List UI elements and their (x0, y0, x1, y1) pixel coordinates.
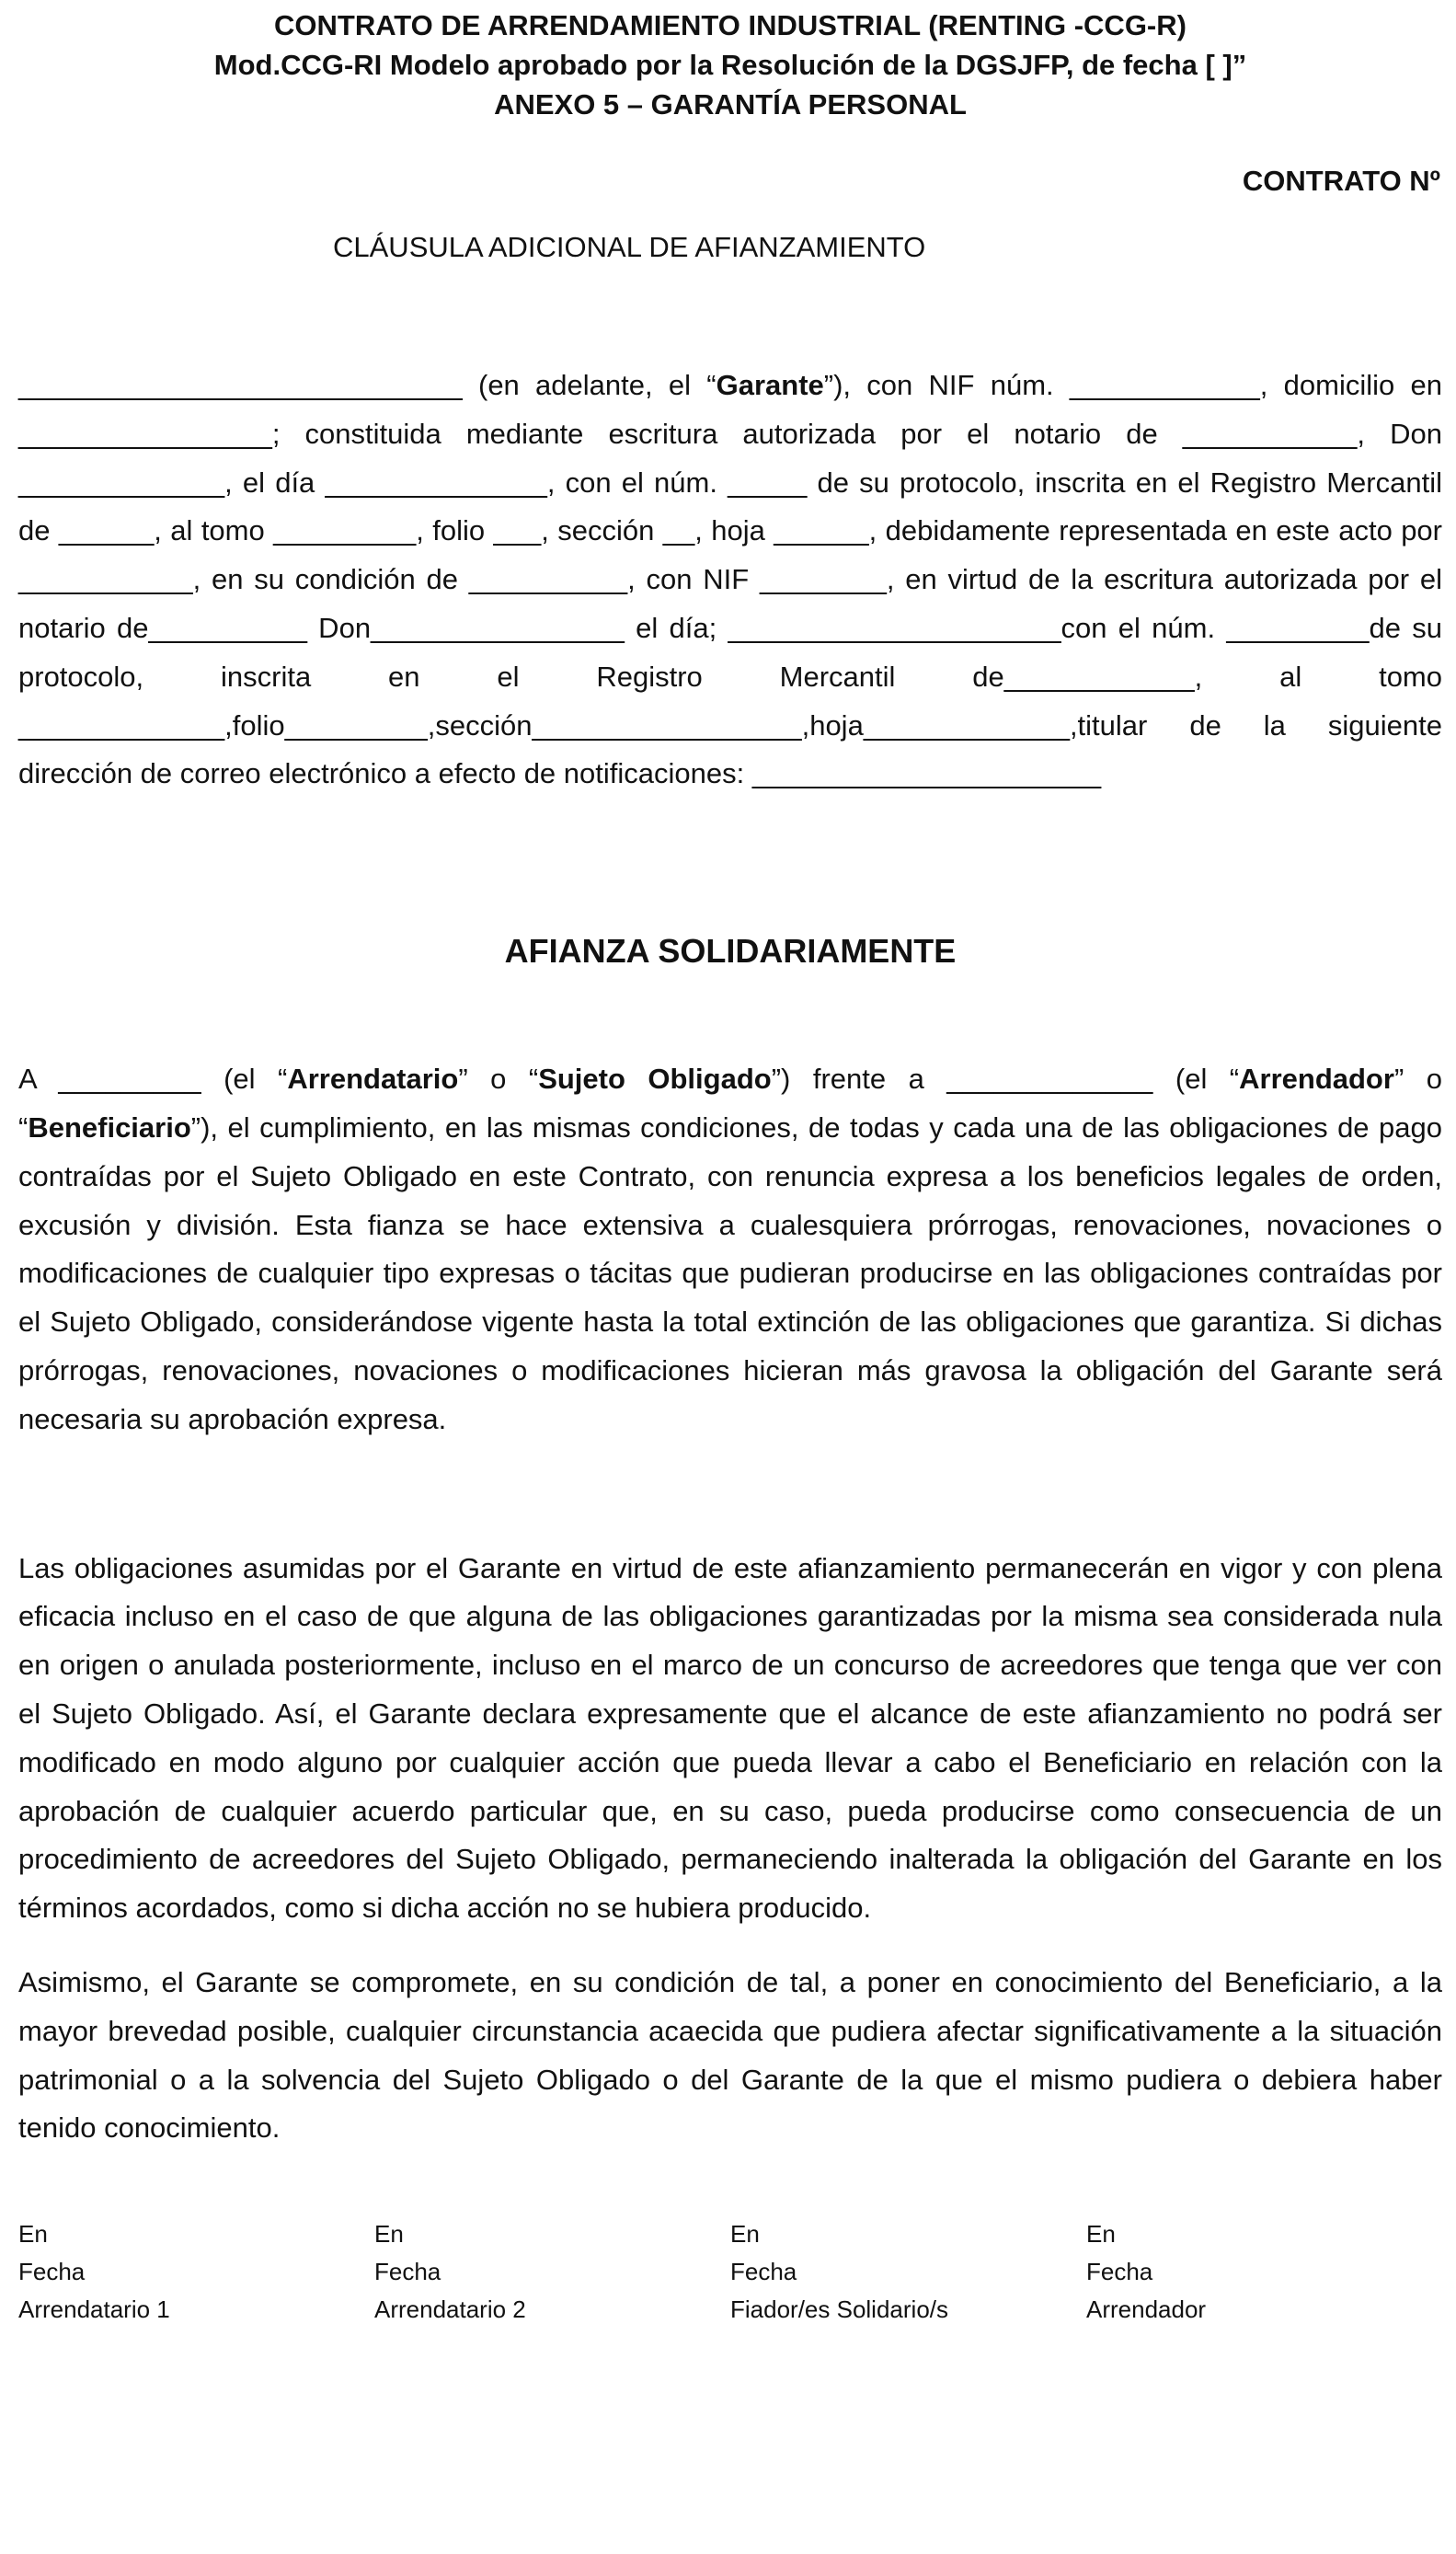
signature-column-arrendatario-2 (374, 2215, 730, 2329)
p1-text: ”), el cumplimiento, en las mismas condiciones, de todas y cada una de las obligaciones de pago contraídas por el Sujeto Obligado en este Contrato, con renuncia expresa a los beneficios legales de orden, excusión y división. Esta fianza se hace extensiva a cualesquiera prórrogas, renovaciones, novaciones o modificaciones de cualquier tipo expresas o tácitas que pudieran producirse en las obligaciones contraídas por el Sujeto Obligado, considerándose vigente hasta la total extinción de las obligaciones que garantiza. Si dichas prórrogas, renovaciones, novaciones o modificaciones hicieran más gravosa la obligación del Garante será necesaria su aprobación expresa. (18, 1110, 1442, 1435)
signature-place: En (1086, 2220, 1116, 2249)
signature-place: En (18, 2220, 48, 2249)
guarantor-identification-paragraph (18, 362, 1442, 799)
signature-date: Fecha (730, 2258, 797, 2286)
clause-title: CLÁUSULA ADICIONAL DE AFIANZAMIENTO (333, 231, 926, 263)
header-model-line: Mod.CCG-RI Modelo aprobado por la Resolución de la DGSJFP, de fecha [ ]” (213, 49, 1247, 81)
term-sujeto-obligado: Sujeto Obligado (538, 1063, 772, 1096)
guarantee-scope-paragraph (18, 1055, 1442, 1444)
term-garante: Garante (716, 369, 824, 401)
signature-role: Fiador/es Solidario/s (730, 2295, 948, 2324)
signature-column-arrendador (1086, 2215, 1442, 2329)
p1-text: A _________ (el “ (18, 1063, 288, 1096)
signature-place: En (374, 2220, 404, 2249)
intro-text: ____________________________ (en adelante, el “ (18, 369, 717, 401)
p1-text: ”) frente a _____________ (el “ (771, 1063, 1240, 1096)
p1-text: ” o “ (458, 1063, 539, 1096)
signature-column-arrendatario-1 (18, 2215, 374, 2329)
document-page (18, 0, 1442, 2329)
contract-number-label: CONTRATO Nº (1242, 165, 1440, 197)
signature-place: En (730, 2220, 760, 2249)
term-arrendatario: Arrendatario (287, 1063, 459, 1096)
signature-role: Arrendatario 1 (18, 2295, 170, 2324)
signature-date: Fecha (374, 2258, 441, 2286)
section-title: AFIANZA SOLIDARIAMENTE (504, 932, 957, 971)
notification-commitment-paragraph: Asimismo, el Garante se compromete, en su condición de tal, a poner en conocimiento del Beneficiario, a la mayor brevedad posible, cualquier circunstancia acaecida que pudiera afectar significativamente a la situación patrimonial o a la solvencia del Sujeto Obligado o del Garante de la que el mismo pudiera o debiera haber tenido conocimiento. (18, 1965, 1442, 2145)
term-arrendador: Arrendador (1239, 1063, 1394, 1096)
header-annex-line: ANEXO 5 – GARANTÍA PERSONAL (494, 88, 967, 121)
header-title-line: CONTRATO DE ARRENDAMIENTO INDUSTRIAL (RENTING -CCG-R) (274, 9, 1187, 41)
p1-text: ” o “ (18, 1063, 1442, 1144)
intro-text: ”), con NIF núm. ____________, domicilio en ________________; constituida mediante escritura autorizada por el notario de ___________, Don _____________, el día ______________, con el núm. _____ de su protocolo, inscrita en el Registro Mercantil de ______, al tomo _________, folio ___, sección __, hoja ______, debidamente representada en este acto por ___________, en su condición de __________, con NIF ________, en virtud de la escritura autorizada por el notario de__________ Don________________ el día; _____________________con el núm. _________de su protocolo, inscrita en el Registro Mercantil de____________, al tomo _____________,folio_________,sección_________________,hoja_____________,titular de la siguiente dirección de correo electrónico a efecto de notificaciones: ______________________ (18, 369, 1442, 790)
signature-role: Arrendador (1086, 2295, 1207, 2324)
signature-date: Fecha (1086, 2258, 1153, 2286)
obligations-validity-paragraph: Las obligaciones asumidas por el Garante en virtud de este afianzamiento permanecerán en vigor y con plena eficacia incluso en el caso de que alguna de las obligaciones garantizadas por la misma sea considerada nula en origen o anulada posteriormente, incluso en el marco de un concurso de acreedores que tenga que ver con el Sujeto Obligado. Así, el Garante declara expresamente que el alcance de este afianzamiento no podrá ser modificado en modo alguno por cualquier acción que pueda llevar a cabo el Beneficiario en relación con la aprobación de cualquier acuerdo particular que, en su caso, pueda producirse como consecuencia de un procedimiento de acreedores del Sujeto Obligado, permaneciendo inalterada la obligación del Garante en los términos acordados, como si dicha acción no se hubiera producido. (18, 1551, 1442, 1925)
signature-block (18, 2215, 1442, 2329)
signature-date: Fecha (18, 2258, 86, 2286)
document-header (18, 0, 1442, 124)
signature-column-fiador (730, 2215, 1086, 2329)
term-beneficiario: Beneficiario (28, 1110, 191, 1144)
signature-role: Arrendatario 2 (374, 2295, 526, 2324)
